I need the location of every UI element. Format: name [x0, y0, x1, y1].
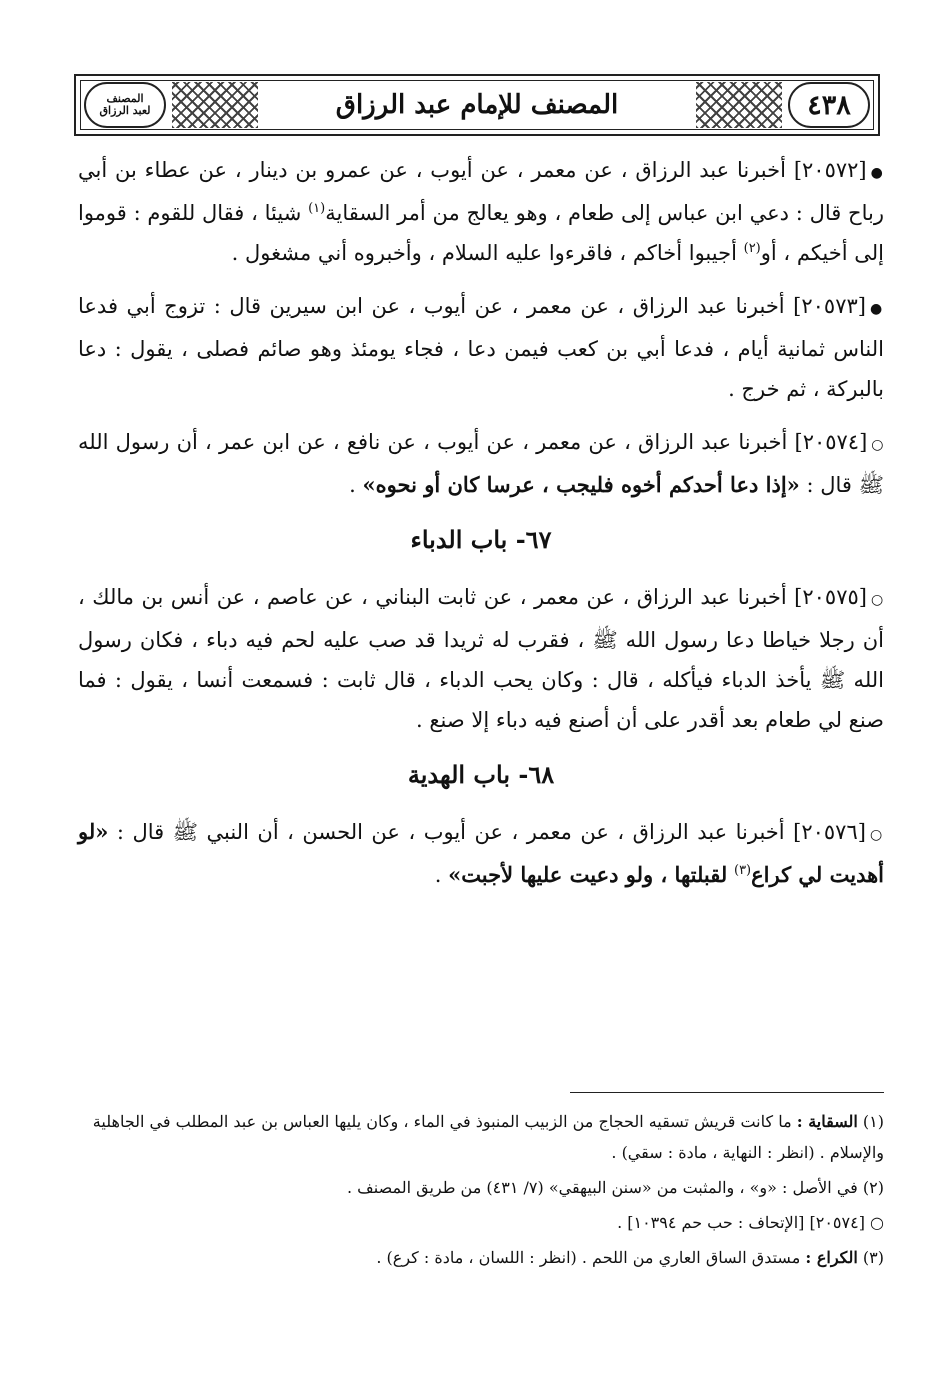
footnote-term: الكراع :: [805, 1248, 858, 1267]
bullet-marker: ●: [870, 165, 885, 181]
page-number: ٤٣٨: [807, 89, 851, 121]
footnote-itihaf: [78, 1207, 884, 1238]
footnote-text: [٢٠٥٧٤] [الإتحاف : حب حم ١٠٣٩٤] .: [617, 1213, 865, 1232]
footnote-3: [78, 1242, 884, 1273]
prophetic-saying: «إذا دعا أحدكم أخوه فليجب ، عرسا كان أو نحوه»: [362, 472, 800, 497]
footnote-text: في الأصل : «و» ، والمثبت من «سنن البيهقي» (٧/ ٤٣١) من طريق المصنف .: [347, 1178, 858, 1197]
hadith-20573: [78, 286, 884, 409]
hadith-number: [٢٠٥٧٥]: [794, 585, 867, 609]
sentence-end: .: [349, 473, 356, 497]
footnote-separator: [570, 1092, 884, 1093]
chapter-heading-68: ٦٨- باب الهدية: [407, 760, 555, 789]
running-title: المصنف للإمام عبد الرزاق: [264, 82, 690, 128]
footnote-ref-2: (٢): [743, 241, 761, 256]
circle-marker: ○: [870, 592, 884, 608]
footnote-mark: (٣): [862, 1248, 884, 1267]
emblem-line-1: المصنف: [106, 92, 144, 105]
hadith-text: أخبرنا عبد الرزاق ، عن معمر ، عن أيوب ، عن الحسن ، أن النبي ﷺ قال :: [116, 820, 785, 844]
footnote-ref-1: (١): [308, 201, 326, 216]
hadith-number: [٢٠٥٧٦]: [793, 820, 866, 844]
ornament-pattern-left: [172, 82, 258, 128]
circle-marker: ○: [869, 827, 884, 843]
book-emblem: [84, 82, 166, 128]
emblem-line-2: لعبد الرزاق: [99, 104, 151, 117]
hadith-text: أخبرنا عبد الرزاق ، عن معمر ، عن أيوب ، عن نافع ، عن ابن عمر ، أن رسول الله ﷺ قال :: [78, 430, 884, 497]
page-number-medallion: [788, 82, 870, 128]
hadith-text: شيئا ، فقال للقوم : قوموا إلى أخيكم ، أو: [78, 201, 884, 265]
footnotes: [78, 1106, 884, 1277]
hadith-20574: [78, 422, 884, 505]
bullet-marker: ●: [869, 301, 884, 317]
main-text: [78, 150, 884, 908]
footnote-mark: (١): [862, 1112, 884, 1131]
footnote-mark: ○: [870, 1213, 884, 1232]
hadith-text: أخبرنا عبد الرزاق ، عن معمر ، عن أيوب ، عن عمرو بن دينار ، عن عطاء بن أبي رباح قال : دعي ابن عباس إلى طعام ، وهو يعالج من أمر السقاية: [78, 158, 884, 225]
footnote-text: ما كانت قريش تسقيه الحجاج من الزبيب المنبوذ في الماء ، وكان يليها العباس بن عبد المطلب في الجاهلية والإسلام . (انظر : النهاية ، مادة : سقي) .: [92, 1112, 884, 1162]
footnote-term: السقاية :: [796, 1112, 858, 1131]
circle-marker: ○: [871, 437, 884, 453]
footnote-1: [78, 1106, 884, 1168]
footnote-ref-3: (٣): [733, 863, 752, 878]
hadith-text: أجيبوا أخاكم ، فاقرءوا عليه السلام ، وأخبروه أني مشغول .: [231, 241, 737, 265]
footnote-mark: (٢): [862, 1178, 884, 1197]
footnote-2: [78, 1172, 884, 1203]
hadith-text: أخبرنا عبد الرزاق ، عن معمر ، عن ثابت البناني ، عن عاصم ، عن أنس بن مالك ، أن رجلا خياطا دعا رسول الله ﷺ ، فقرب له ثريدا قد صب عليه لحم فيه دباء ، فكان رسول الله ﷺ يأخذ الدباء فيأكله ، قال : وكان يحب الدباء ، قال ثابت : فسمعت أنسا ، يقول : فما صنع لي طعام بعد أقدر على أن أصنع فيه دباء إلا صنع .: [78, 585, 884, 732]
hadith-text: أخبرنا عبد الرزاق ، عن معمر ، عن أيوب ، عن ابن سيرين قال : تزوج أبي فدعا الناس ثمانية أيام ، فدعا أبي بن كعب فيمن دعا ، فجاء يومئذ وهو صائم فصلى ، يقول : دعا بالبركة ، ثم خرج .: [78, 294, 884, 401]
prophetic-saying: «لو أهديت لي كراع: [78, 819, 884, 887]
hadith-20572: [78, 150, 884, 273]
prophetic-saying: لقبلتها ، ولو دعيت عليها لأجبت»: [448, 862, 728, 887]
hadith-number: [٢٠٥٧٢]: [793, 158, 867, 182]
ornament-pattern-right: [696, 82, 782, 128]
hadith-20576: [78, 812, 884, 895]
hadith-number: [٢٠٥٧٣]: [793, 294, 866, 318]
footnote-text: مستدق الساق العاري من اللحم . (انظر : اللسان ، مادة : كرع) .: [376, 1248, 801, 1267]
emblem-text: [100, 93, 151, 117]
hadith-20575: [78, 577, 884, 740]
hadith-number: [٢٠٥٧٤]: [794, 430, 868, 454]
sentence-end: .: [434, 863, 442, 887]
chapter-heading-67: ٦٧- باب الدباء: [410, 525, 552, 554]
page-header: [74, 74, 880, 136]
